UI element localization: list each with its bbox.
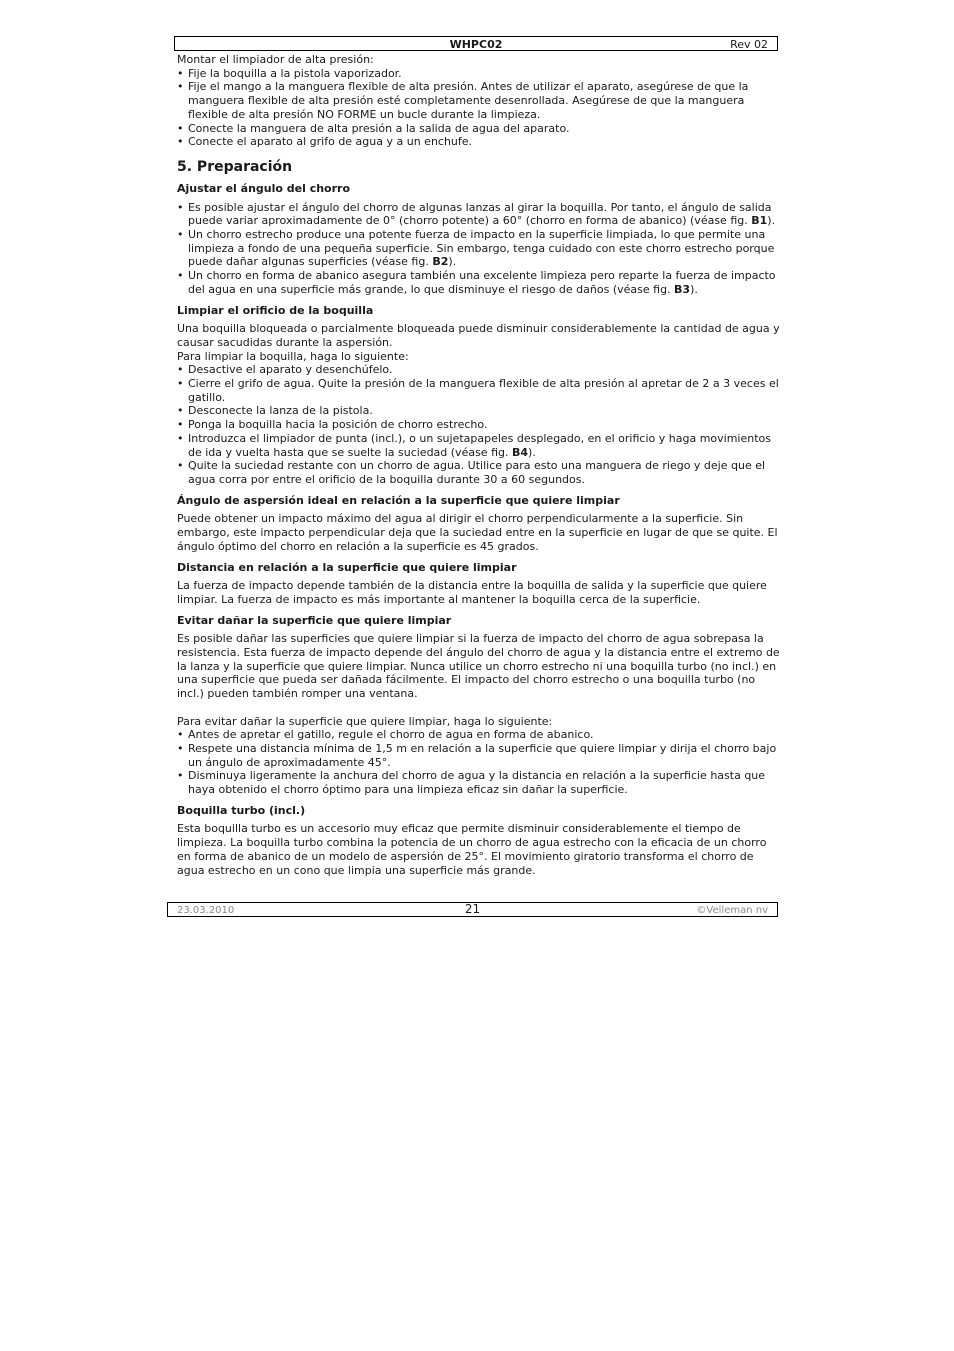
item-text: Un chorro en forma de abanico asegura también una excelente limpieza pero reparte la fuerza de impacto del agua en una superficie más grande, lo que disminuye el riesgo de daños (véase fig. [188,269,776,296]
list-item: • Disminuya ligeramente la anchura del chorro de agua y la distancia en relación a la superficie hasta que haya obtenido el chorro óptimo para una limpieza eficaz sin dañar la superficie. [177,769,780,796]
turbo-heading: Boquilla turbo (incl.) [177,803,306,817]
list-item: • Desconecte la lanza de la pistola. [177,404,780,418]
header-model: WHPC02 [449,38,503,51]
avoid-para-1: Es posible dañar las superficies que quiere limpiar si la fuerza de impacto del chorro de agua sobrepasa la resistencia. Esta fuerza de impacto depende del ángulo del chorro de agua y la distancia entre el extremo de la lanza y la superficie que quiere limpiar. Nunca utilice un chorro estrecho ni una boquilla turbo (no incl.) en una superficie que pueda ser dañada fácilmente. El impacto del chorro estrecho o una boquilla turbo (no incl.) pueden también romper una ventana. [177,632,780,701]
intro-list [177,67,780,149]
item-end: ). [767,214,776,228]
angle-heading: Ajustar el ángulo del chorro [177,181,351,195]
avoid-heading: Evitar dañar la superficie que quiere limpiar [177,613,452,627]
page-header [174,36,778,51]
list-item: • Conecte el aparato al grifo de agua y a un enchufe. [177,135,780,149]
item-end: ). [528,445,536,459]
list-item: • Conecte la manguera de alta presión a la salida de agua del aparato. [177,122,780,136]
header-revision: Rev 02 [730,38,768,51]
distance-para: La fuerza de impacto depende también de la distancia entre la boquilla de salida y la superficie que quiere limpiar. La fuerza de impacto es más importante al mantener la boquilla cerca de la superficie. [177,579,767,606]
list-item: • Cierre el grifo de agua. Quite la presión de la manguera flexible de alta presión al apretar de 2 a 3 veces el gatillo. [177,377,780,404]
intro-lead: Montar el limpiador de alta presión: [177,53,374,66]
figure-ref: B3 [674,282,691,296]
list-item: • Desactive el aparato y desenchúfelo. [177,363,780,377]
footer-copyright: ©Velleman nv [696,905,768,916]
page-body [177,53,780,877]
item-text: Un chorro estrecho produce una potente fuerza de impacto en la superficie limpiada, lo que permite una limpieza a fondo de una pequeña superficie. Sin embargo, tenga cuidado con este chorro estrecho porque puede dañar algunas superficies (véase fig. [188,228,775,269]
figure-ref: B4 [511,445,529,459]
distance-heading: Distancia en relación a la superficie que quiere limpiar [177,560,517,574]
list-item: • Ponga la boquilla hacia la posición de chorro estrecho. [177,418,780,432]
item-end: ). [448,255,457,269]
figure-ref: B1 [751,214,768,228]
list-item [177,228,780,269]
nozzle-heading: Limpiar el orificio de la boquilla [177,303,374,317]
list-item: • Quite la suciedad restante con un chorro de agua. Utilice para esto una manguera de riego y deje que el agua corra por entre el orificio de la boquilla durante 30 a 60 segundos. [177,459,780,486]
nozzle-para-1: Una boquilla bloqueada o parcialmente bloqueada puede disminuir considerablemente la cantidad de agua y causar sacudidas durante la aspersión. [177,322,780,349]
item-text: Introduzca el limpiador de punta (incl.), o un sujetapapeles desplegado, en el orificio y haga movimientos de ida y vuelta hasta que se suelte la suciedad (véase fig. [188,431,771,459]
list-item [177,432,780,459]
list-item [177,201,780,228]
section-title: 5. Preparación [177,158,293,175]
item-text: Es posible ajustar el ángulo del chorro de algunas lanzas al girar la boquilla. Por tanto, el ángulo de salida puede variar aproximadamente de 0° (chorro potente) a 60° (chorro en forma de abanico) (véase fig. [188,200,772,228]
item-end: ). [690,282,698,296]
footer-date: 23.03.2010 [177,905,235,916]
page-footer [167,902,778,917]
list-item: • Fije el mango a la manguera flexible de alta presión. Antes de utilizar el aparato, asegúrese de que la manguera flexible de alta presión esté completamente desenrollada. Asegúrese de que la manguera flexible de alta presión NO FORME un bucle durante la limpieza. [177,80,780,121]
ideal-angle-heading: Ángulo de aspersión ideal en relación a la superficie que quiere limpiar [177,493,620,507]
list-item: • Antes de apretar el gatillo, regule el chorro de agua en forma de abanico. [177,728,780,742]
list-item: • Fije la boquilla a la pistola vaporizador. [177,67,780,81]
list-item: • Respete una distancia mínima de 1,5 m en relación a la superficie que quiere limpiar y dirija el chorro bajo un ángulo de aproximadamente 45°. [177,742,780,769]
turbo-para: Esta boquilla turbo es un accesorio muy eficaz que permite disminuir considerablemente el tiempo de limpieza. La boquilla turbo combina la potencia de un chorro de agua estrecho con la eficacia de un chorro en forma de abanico de un modelo de aspersión de 25°. El movimiento giratorio transforma el chorro de agua estrecho en un cono que limpia una superficie más grande. [177,822,767,877]
angle-list [177,201,780,297]
figure-ref: B2 [432,255,449,269]
nozzle-list [177,363,780,486]
avoid-list [177,728,780,797]
nozzle-para-2: Para limpiar la boquilla, haga lo siguiente: [177,349,409,363]
list-item [177,269,780,296]
ideal-angle-para: Puede obtener un impacto máximo del agua al dirigir el chorro perpendicularmente a la superficie. Sin embargo, este impacto perpendicular deja que la suciedad entre en la superficie en lugar de que se quite. El ángulo óptimo del chorro en relación a la superficie es 45 grados. [177,512,778,553]
spacer [177,701,780,715]
avoid-para-2: Para evitar dañar la superficie que quiere limpiar, haga lo siguiente: [177,714,553,728]
page-number: 21 [464,902,481,916]
